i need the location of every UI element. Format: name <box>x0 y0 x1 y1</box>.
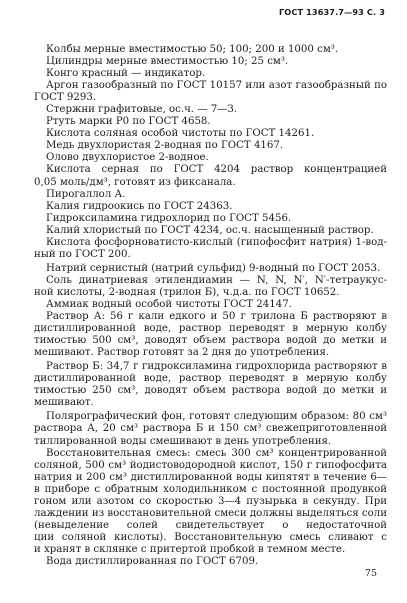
text-line: Калия гидроокись по ГОСТ 24363. <box>46 200 233 212</box>
text-line: ции соляной кислоты). Восстановительную смесь сливают с <box>34 531 387 543</box>
text-line: Ртуть марки Р0 по ГОСТ 4658. <box>46 116 211 128</box>
text-line: в приборе с обратным холодильником с постоянной продувкой <box>34 483 387 495</box>
text-line: соляной, 500 см³ йодистоводородной кислот, 150 г гипофосфита <box>34 459 387 471</box>
text-line: Олово двухлористое 2-водное. <box>46 152 209 164</box>
text-line: Кислота серная по ГОСТ 4204 раствор концентрацией <box>46 164 387 176</box>
text-line: гоном или азотом со скоростью 3—4 пузырька в секунду. При <box>34 495 387 507</box>
text-line: Кислота соляная особой чистоты по ГОСТ 14261. <box>46 128 315 140</box>
text-line: Цилиндры мерные вместимостью 10; 25 см³. <box>46 56 289 68</box>
text-line: Натрий сернистый (натрий сульфид) 9-водный по ГОСТ 2053. <box>46 262 381 274</box>
text-line: Соль динатриевая этилендиамин — N, N, N′, N′-тетраукус- <box>46 274 387 286</box>
text-line: 0,05 моль/дм³, готовят из фиксанала. <box>34 176 236 188</box>
text-line: Калий хлористый по ГОСТ 4234, ос.ч. насыщенный раствор. <box>46 224 374 236</box>
text-line: Аммиак водный особой чистоты ГОСТ 24147. <box>46 298 292 310</box>
text-line: ГОСТ 9293. <box>34 92 97 104</box>
text-line: Кислота фосфорноватисто-кислый (гипофосфит натрия) 1-вод- <box>46 236 387 248</box>
text-line: тимостью 250 см³, доводят объем раствора водой до метки и <box>34 385 387 397</box>
text-line: ной кислоты, 2-водная (трилон Б), ч.д.а. по ГОСТ 10652. <box>34 286 340 298</box>
text-line: (невыделение солей свидетельствует о недостаточной <box>34 519 387 531</box>
text-line: Пирогаллол А. <box>46 188 126 200</box>
text-line: Восстановительная смесь: смесь 300 см³ концентрированной <box>46 447 387 459</box>
text-line: дистиллированной воде, раствор переводят в мерную колбу <box>34 373 387 385</box>
page-body <box>34 44 387 568</box>
text-line: Аргон газообразный по ГОСТ 10157 или азот газообразный по <box>46 80 387 92</box>
text-line: лаждении из восстановительной смеси должны выделяться соли <box>34 507 387 519</box>
text-line: Гидроксиламина гидрохлорид по ГОСТ 5456. <box>46 212 292 224</box>
text-line: Конго красный — индикатор. <box>46 68 206 80</box>
text-line: тиллированной воды смешивают в день употребления. <box>34 435 332 447</box>
text-line: мешивают. <box>34 397 94 409</box>
text-line: Полярографический фон, готовят следующим образом: 80 см³ <box>46 411 387 423</box>
running-header: ГОСТ 13637.7—93 С. 3 <box>278 7 385 17</box>
text-line: ный по ГОСТ 200. <box>34 248 131 260</box>
text-line: раствора А, 20 см³ раствора Б и 150 см³ свежеприготовленной <box>34 423 387 435</box>
text-line: Раствор Б: 34,7 г гидроксиламина гидрохлорида растворяют в <box>46 361 387 373</box>
page-number: 75 <box>364 568 377 579</box>
text-line: и хранят в склянке с притертой пробкой в темном месте. <box>34 543 346 555</box>
text-line: тимостью 500 см³, доводят объем раствора водой до метки и <box>34 335 387 347</box>
text-line: дистиллированной воде, раствор переводят в мерную колбу <box>34 323 387 335</box>
text-line: мешивают. Раствор готовят за 2 дня до употребления. <box>34 347 330 359</box>
text-line: Колбы мерные вместимостью 50; 100; 200 и 1000 см³. <box>46 44 339 55</box>
text-line: Раствор А: 56 г кали едкого и 50 г трилона Б растворяют в <box>46 311 387 323</box>
text-line: Медь двухлористая 2-водная по ГОСТ 4167. <box>46 140 284 152</box>
text-line: натрия и 200 см³ дистиллированной воды кипятят в течение 6— <box>34 471 387 483</box>
text-line: Вода дистиллированная по ГОСТ 6709. <box>46 555 259 567</box>
text-line: Стержни графитовые, ос.ч. — 7—3. <box>46 104 238 116</box>
